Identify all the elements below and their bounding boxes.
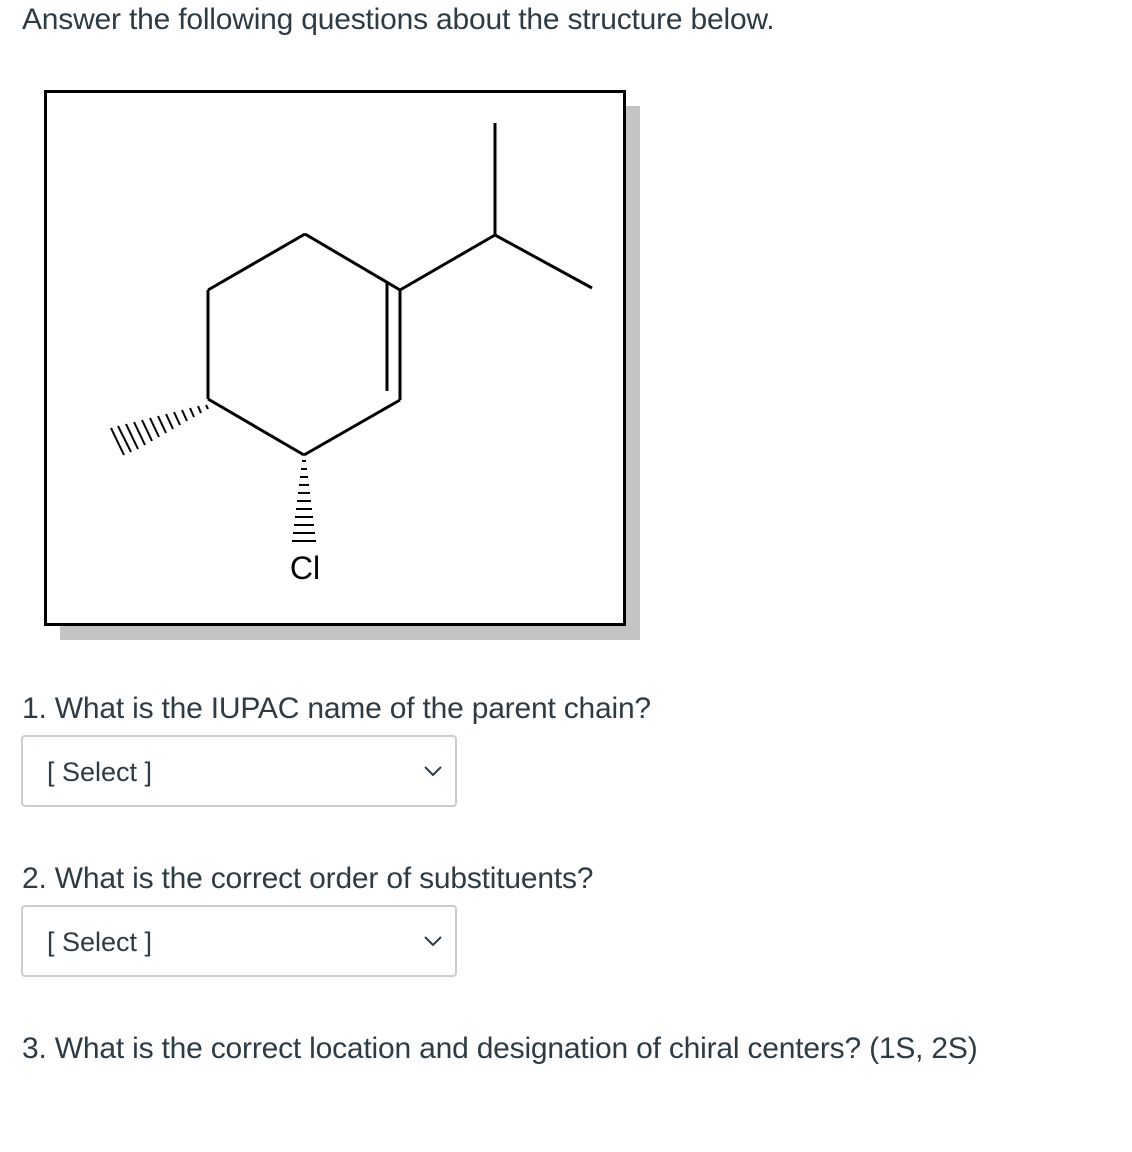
ring-bond [208, 399, 304, 455]
isopropyl-methyl-bond [495, 235, 592, 288]
chevron-down-icon [423, 764, 443, 783]
structure-image [44, 90, 626, 626]
chevron-down-icon [423, 934, 443, 953]
question-1-select-value: [ Select ] [47, 757, 153, 787]
structure-figure [44, 90, 640, 642]
ring-bond [304, 400, 400, 455]
molecule-drawing [47, 93, 623, 623]
hashed-wedge-methyl [111, 405, 208, 455]
chlorine-label: Cl [289, 550, 321, 586]
question-1-text: 1. What is the IUPAC name of the parent chain? [22, 692, 651, 725]
ring-bond [208, 234, 305, 290]
hashed-wedge-chlorine [292, 461, 316, 541]
question-3-text: 3. What is the correct location and designation of chiral centers? (1S, 2S) [22, 1032, 978, 1065]
question-2-select-value: [ Select ] [47, 927, 153, 957]
question-2-text: 2. What is the correct order of substituents? [22, 862, 594, 895]
question-2-select[interactable] [21, 905, 457, 977]
instructions-text: Answer the following questions about the structure below. [22, 3, 775, 36]
isopropyl-bond [400, 235, 495, 290]
question-1-select[interactable] [21, 735, 457, 807]
